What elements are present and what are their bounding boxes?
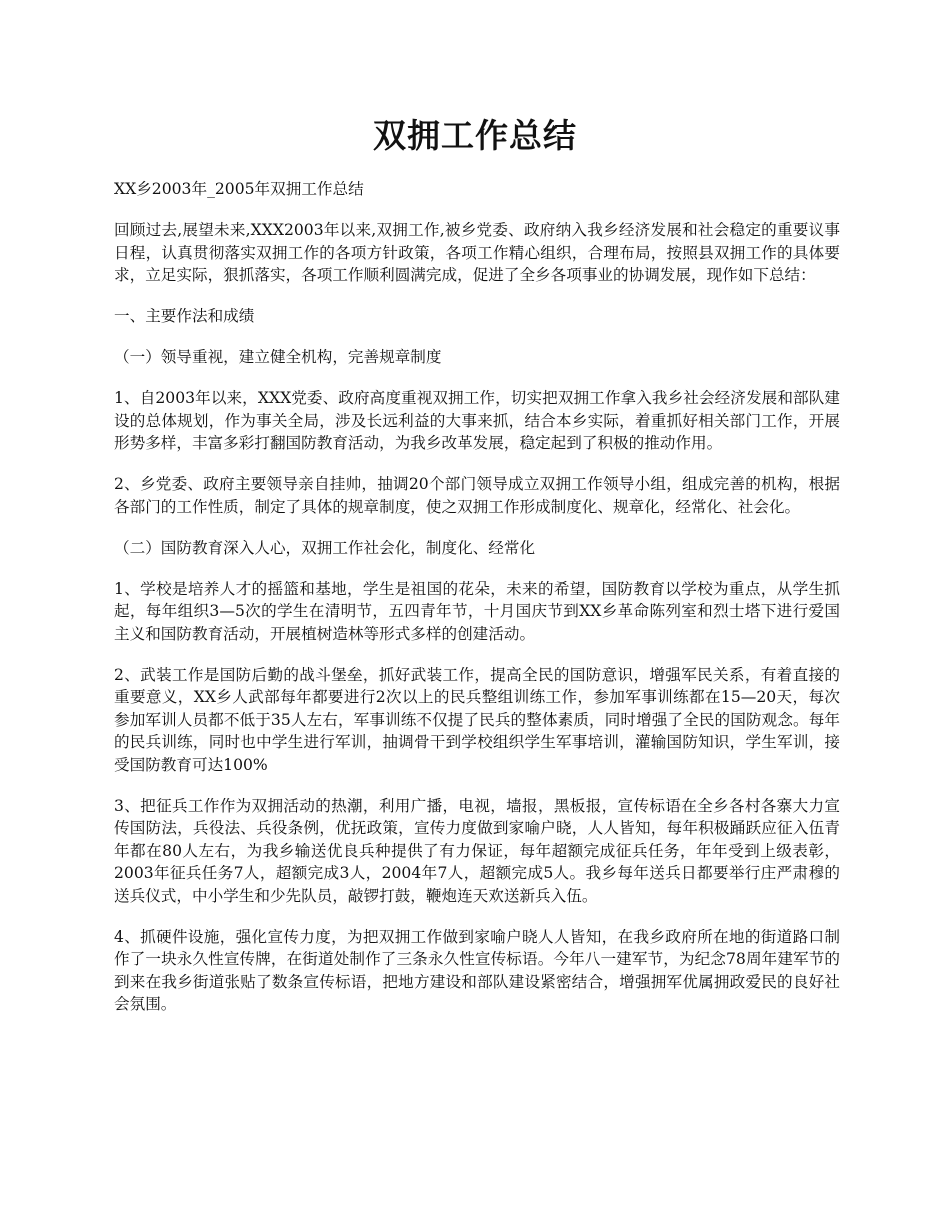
paragraph-2-4: 4、抓硬件设施，强化宣传力度，为把双拥工作做到家喻户晓人人皆知，在我乡政府所在地的街道路口制作了一块永久性宣传牌，在街道处制作了三条永久性宣传标语。今年八一建军节，为纪念78周年建军节的到来在我乡街道张贴了数条宣传标语，把地方建设和部队建设紧密结合，增强拥军优属拥政爱民的良好社会氛围。: [114, 927, 840, 1013]
intro-paragraph: 回顾过去,展望未来,XXX2003年以来,双拥工作,被乡党委、政府纳入我乡经济发展和社会稳定的重要议事日程，认真贯彻落实双拥工作的各项方针政策，各项工作精心组织，合理布局，按照县双拥工作的具体要求，立足实际，狠抓落实，各项工作顺利圆满完成，促进了全乡各项事业的协调发展，现作如下总结：: [114, 221, 840, 284]
section-heading: 一、主要作法和成绩: [114, 307, 255, 325]
paragraph-2-3: 3、把征兵工作作为双拥活动的热潮，利用广播，电视，墙报，黑板报，宣传标语在全乡各村各寨大力宣传国防法，兵役法、兵役条例，优抚政策，宣传力度做到家喻户晓，人人皆知，每年积极踊跃应征入伍青年都在80人左右，为我乡输送优良兵种提供了有力保证，每年超额完成征兵任务，年年受到上级表彰，2003年征兵任务7人，超额完成3人，2004年7人，超额完成5人。我乡每年送兵日都要举行庄严肃穆的送兵仪式，中小学生和少先队员，敲锣打鼓，鞭炮连天欢送新兵入伍。: [114, 796, 840, 905]
document-subtitle: XX乡2003年_2005年双拥工作总结: [114, 180, 364, 198]
paragraph-2-1: 1、学校是培养人才的摇篮和基地，学生是祖国的花朵，未来的希望，国防教育以学校为重点，从学生抓起，每年组织3—5次的学生在清明节，五四青年节，十月国庆节到XX乡革命陈列室和烈士塔下进行爱国主义和国防教育活动，开展植树造林等形式多样的创建活动。: [114, 579, 840, 643]
paragraph-1-2: 2、乡党委、政府主要领导亲自挂帅，抽调20个部门领导成立双拥工作领导小组，组成完善的机构，根据各部门的工作性质，制定了具体的规章制度，使之双拥工作形成制度化、规章化，经常化、社会化。: [114, 475, 840, 516]
document-title: 双拥工作总结: [373, 116, 577, 155]
paragraph-2-2: 2、武装工作是国防后勤的战斗堡垒，抓好武装工作，提高全民的国防意识，增强军民关系，有着直接的重要意义，XX乡人武部每年都要进行2次以上的民兵整组训练工作，参加军事训练都在15—20天，每次参加军训人员都不低于35人左右，军事训练不仅提了民兵的整体素质，同时增强了全民的国防观念。每年的民兵训练，同时也中学生进行军训，抽调骨干到学校组织学生军事培训，灌输国防知识，学生军训，接受国防教育可达100%: [114, 665, 840, 774]
subsection-heading-1: （一）领导重视，建立健全机构，完善规章制度: [114, 348, 442, 366]
document-body: [114, 178, 840, 1034]
paragraph-1-1: 1、自2003年以来，XXX党委、政府高度重视双拥工作，切实把双拥工作拿入我乡社会经济发展和部队建设的总体规划，作为事关全局，涉及长远利益的大事来抓，结合本乡实际，着重抓好相关部门工作，开展形势多样，丰富多彩打翻国防教育活动，为我乡改革发展，稳定起到了积极的推动作用。: [114, 389, 840, 452]
subsection-heading-2: （二）国防教育深入人心，双拥工作社会化，制度化、经常化: [114, 538, 536, 557]
